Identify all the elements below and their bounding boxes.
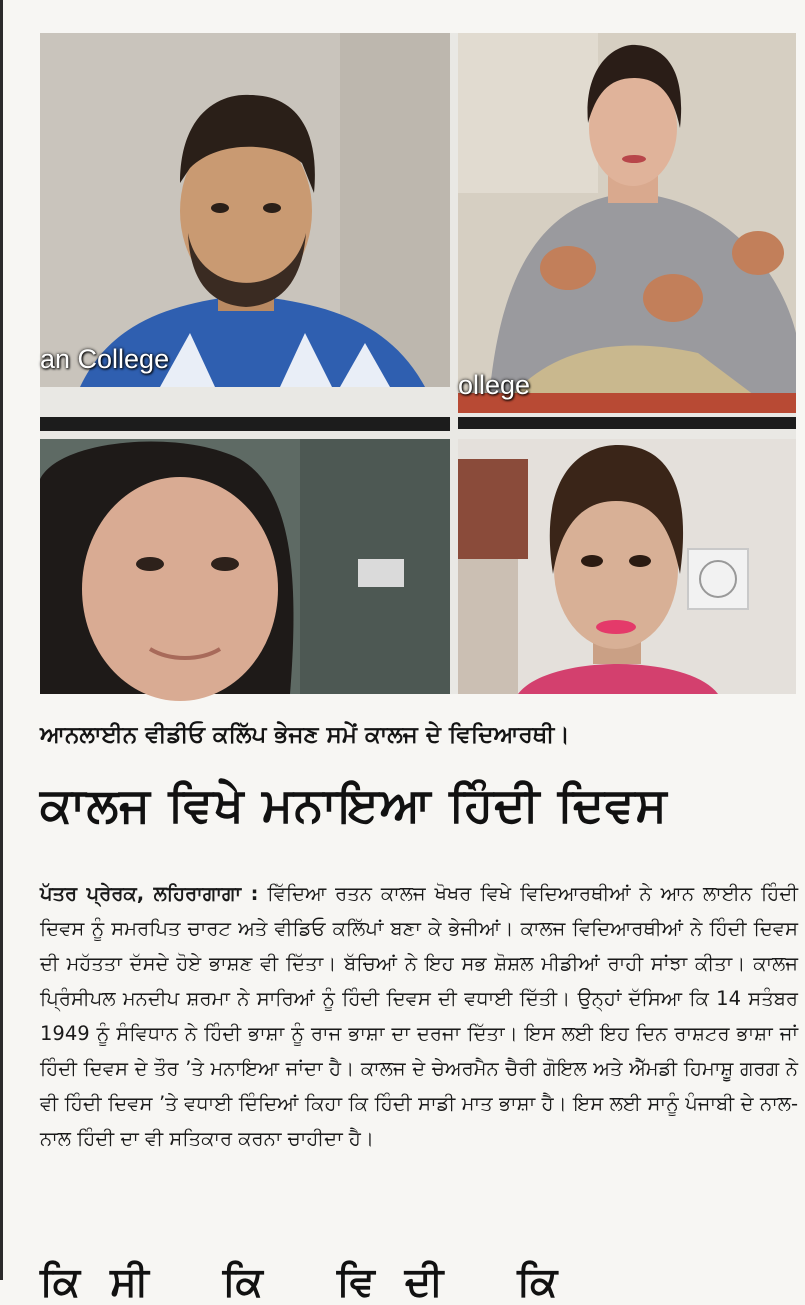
article-text: ਵਿੱਦਿਆ ਰਤਨ ਕਾਲਜ ਖੋਖਰ ਵਿਖੇ ਵਿਦਿਆਰਥੀਆਂ ਨੇ ਆਨ ਲਾਈਨ ਹਿੰਦੀ ਦਿਵਸ ਨੂੰ ਸਮਰਪਿਤ ਚਾਰਟ ਅਤੇ ਵੀਡਿਓ ਕਲਿੱਪਾਂ ਬਣਾ ਕੇ ਭੇਜੀਆਂ। ਕਾਲਜ ਵਿਦਿਆਰਥੀਆਂ ਨੇ ਹਿੰਦੀ ਦਿਵਸ ਦੀ ਮਹੱਤਤਾ ਦੱਸਦੇ ਹੋਏ ਭਾਸ਼ਣ ਵੀ ਦਿੱਤਾ। ਬੱਚਿਆਂ ਨੇ ਇਹ ਸਭ ਸ਼ੋਸ਼ਲ ਮੀਡੀਆਂ ਰਾਹੀ ਸਾਂਝਾ ਕੀਤਾ। ਕਾਲਜ ਪ੍ਰਿੰਸੀਪਲ ਮਨਦੀਪ ਸ਼ਰਮਾ ਨੇ ਸਾਰਿਆਂ ਨੂੰ ਹਿੰਦੀ ਦਿਵਸ ਦੀ ਵਧਾਈ ਦਿੱਤੀ। ਉਨ੍ਹਾਂ ਦੱਸਿਆ ਕਿ 14 ਸਤੰਬਰ 1949 ਨੂੰ ਸੰਵਿਧਾਨ ਨੇ ਹਿੰਦੀ ਭਾਸ਼ਾ ਨੂੰ ਰਾਜ ਭਾਸ਼ਾ ਦਾ ਦਰਜਾ ਦਿੱਤਾ। ਇਸ ਲਈ ਇਹ ਦਿਨ ਰਾਸ਼ਟਰ ਭਾਸ਼ਾ ਜਾਂ ਹਿੰਦੀ ਦਿਵਸ ਦੇ ਤੌਰ ’ਤੇ ਮਨਾਇਆ ਜਾਂਦਾ ਹੈ। ਕਾਲਜ ਦੇ ਚੇਅਰਮੈਨ ਚੈਰੀ ਗੋਇਲ ਅਤੇ ਐੱਮਡੀ ਹਿਮਾਸ਼ੂ ਗਰਗ ਨੇ ਵੀ ਹਿੰਦੀ ਦਿਵਸ ’ਤੇ ਵਧਾਈ ਦਿੰਦਿਆਂ ਕਿਹਾ ਕਿ ਹਿੰਦੀ ਸਾਡੀ ਮਾਤ ਭਾਸ਼ਾ ਹੈ। ਇਸ ਲਈ ਸਾਨੂੰ ਪੰਜਾਬੀ ਦੇ ਨਾਲ-ਨਾਲ ਹਿੰਦੀ ਦਾ ਵੀ ਸਤਿਕਾਰ ਕਰਨਾ ਚਾਹੀਦਾ ਹੈ। (40, 882, 798, 1150)
photo-teacher-female (458, 33, 796, 413)
video-frame-bar (40, 417, 450, 431)
photo-student-female-1 (40, 439, 450, 694)
video-frame-bar (458, 417, 796, 429)
participant-name-label: an College (40, 344, 170, 374)
photo-student-female-2 (458, 439, 796, 694)
video-call-photo-grid (40, 33, 796, 694)
person-photo-icon (458, 33, 796, 413)
participant-name-label: ollege (458, 370, 531, 400)
person-photo-icon (40, 33, 450, 387)
next-article-headline-fragment: ਕਿਸੀ ਕਿ ਵਿਦੀ ਕਿ (40, 1259, 588, 1305)
person-photo-icon (40, 439, 450, 694)
person-photo-icon (458, 439, 796, 694)
photo-student-male (40, 33, 450, 387)
column-rule (0, 0, 3, 1280)
article-body (40, 876, 798, 1156)
article-byline: ਪੱਤਰ ਪ੍ਰੇਰਕ, ਲਹਿਰਾਗਾਗਾ : (40, 882, 259, 905)
photo-caption: ਆਨਲਾਈਨ ਵੀਡੀਓ ਕਲਿੱਪ ਭੇਜਣ ਸਮੇਂ ਕਾਲਜ ਦੇ ਵਿਦਿਆਰਥੀ। (40, 722, 570, 748)
article-headline: ਕਾਲਜ ਵਿਖੇ ਮਨਾਇਆ ਹਿੰਦੀ ਦਿਵਸ (40, 778, 668, 833)
